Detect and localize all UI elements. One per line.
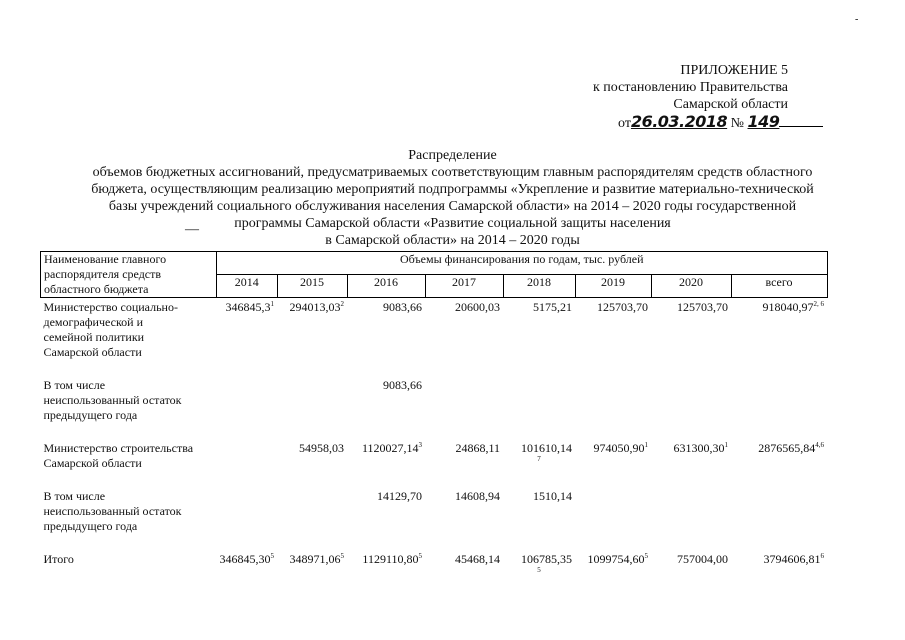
footnote-mark: 5 xyxy=(644,552,648,560)
value-cell xyxy=(575,534,651,573)
value-text: 3794606,81 xyxy=(763,552,821,566)
value-text: 918040,97 xyxy=(762,300,814,314)
value-text: 14608,94 xyxy=(455,489,500,503)
value-cell xyxy=(575,298,651,361)
value-cell xyxy=(347,298,425,361)
row-label-line: неиспользованный остаток xyxy=(43,393,182,407)
footnote-mark: 4,6 xyxy=(815,441,824,449)
date-prefix: от xyxy=(618,116,631,131)
number-underline xyxy=(779,126,823,127)
value-cell xyxy=(277,423,347,471)
year-header-cell: 2018 xyxy=(503,275,575,298)
value-cell xyxy=(425,471,503,534)
value-cell xyxy=(217,471,278,534)
table-header-row xyxy=(41,252,828,275)
header-name-line: распорядителя средств xyxy=(44,267,162,281)
row-label-line: Самарской области xyxy=(43,345,142,359)
appendix-line-2: Самарской области xyxy=(673,97,788,112)
year-header-cell: 2020 xyxy=(651,275,731,298)
appendix-date-line xyxy=(618,112,823,132)
year-header-cell: всего xyxy=(731,275,827,298)
document-title-line: программы Самарской области «Развитие социальной защиты населения xyxy=(234,216,671,231)
year-header-cell: 2014 xyxy=(217,275,278,298)
footnote-mark: 6 xyxy=(820,552,824,560)
value-text: 125703,70 xyxy=(677,300,728,314)
value-cell xyxy=(347,471,425,534)
year-header-cell: 2016 xyxy=(347,275,425,298)
footnote-mark: 5 xyxy=(340,552,344,560)
value-cell xyxy=(277,471,347,534)
value-cell xyxy=(503,423,575,471)
row-label-cell xyxy=(41,534,217,573)
footnote-mark: 5 xyxy=(418,552,422,560)
value-text: 1129110,80 xyxy=(362,552,419,566)
value-cell xyxy=(651,471,731,534)
value-text: 125703,70 xyxy=(597,300,648,314)
value-text: 45468,14 xyxy=(455,552,500,566)
financing-table xyxy=(40,251,828,573)
value-cell xyxy=(217,534,278,573)
value-cell xyxy=(217,360,278,423)
value-cell xyxy=(651,534,731,573)
row-label-line: Самарской области xyxy=(43,456,142,470)
value-text: 974050,90 xyxy=(593,441,645,455)
header-name-cell xyxy=(41,252,217,298)
value-text: 757004,00 xyxy=(677,552,728,566)
footnote-mark: 5 xyxy=(537,566,541,574)
value-text: 1099754,60 xyxy=(587,552,645,566)
handwritten-number: 149 xyxy=(747,112,780,131)
row-label-cell xyxy=(41,471,217,534)
footnote-mark: 1 xyxy=(644,441,648,449)
row-label-line: В том числе xyxy=(43,489,106,503)
table-row xyxy=(41,471,828,534)
value-cell xyxy=(425,298,503,361)
row-label-cell xyxy=(41,298,217,361)
value-cell xyxy=(651,360,731,423)
value-cell xyxy=(575,423,651,471)
value-text: 106785,35 xyxy=(521,552,572,566)
row-label-cell xyxy=(41,360,217,423)
footnote-mark: 3 xyxy=(418,441,422,449)
value-text: 5175,21 xyxy=(533,300,572,314)
value-cell xyxy=(651,423,731,471)
appendix-title: ПРИЛОЖЕНИЕ 5 xyxy=(680,63,788,78)
value-cell xyxy=(277,360,347,423)
year-header-cell: 2019 xyxy=(575,275,651,298)
value-text: 2876565,84 xyxy=(758,441,816,455)
value-text: 294013,03 xyxy=(289,300,341,314)
value-cell xyxy=(217,298,278,361)
value-cell xyxy=(347,423,425,471)
year-header-cell: 2017 xyxy=(425,275,503,298)
value-cell xyxy=(731,298,827,361)
value-text: 1120027,14 xyxy=(361,441,419,455)
row-label-cell xyxy=(41,423,217,471)
value-cell xyxy=(425,360,503,423)
footnote-mark: 1 xyxy=(270,300,274,308)
value-text: 20600,03 xyxy=(455,300,500,314)
row-label-line: Министерство строительства xyxy=(43,441,194,455)
value-cell xyxy=(651,298,731,361)
row-label-line: демографической и xyxy=(43,315,144,329)
handwritten-date: 26.03.2018 xyxy=(630,112,728,131)
table-row xyxy=(41,534,828,573)
appendix-line-1: к постановлению Правительства xyxy=(592,80,788,95)
footnote-mark: 2, 6 xyxy=(813,300,824,308)
document-title-line: базы учреждений социального обслуживания населения Самарской области» на 2014 – 2020 годы государственной xyxy=(108,199,797,214)
value-cell xyxy=(425,423,503,471)
row-label-line: семейной политики xyxy=(43,330,145,344)
value-cell xyxy=(731,360,827,423)
value-cell xyxy=(347,534,425,573)
table-row xyxy=(41,360,828,423)
value-cell xyxy=(503,360,575,423)
table-row xyxy=(41,298,828,361)
value-text: 346845,3 xyxy=(225,300,271,314)
value-text: 14129,70 xyxy=(377,489,422,503)
value-text: 9083,66 xyxy=(383,378,422,392)
corner-mark: - xyxy=(855,14,859,25)
number-prefix: № xyxy=(730,116,745,131)
value-text: 1510,14 xyxy=(533,489,572,503)
value-cell xyxy=(347,360,425,423)
value-cell xyxy=(217,423,278,471)
value-text: 346845,30 xyxy=(219,552,271,566)
header-group-cell: Объемы финансирования по годам, тыс. рублей xyxy=(217,252,828,275)
value-cell xyxy=(277,534,347,573)
value-cell xyxy=(731,534,827,573)
header-name-line: Наименование главного xyxy=(44,252,167,266)
footnote-mark: 7 xyxy=(537,455,541,463)
header-name-line: областного бюджета xyxy=(44,282,149,296)
document-title-line: объемов бюджетных ассигнований, предусматриваемых соответствующим главным распорядителям средств областного xyxy=(92,165,813,180)
value-cell xyxy=(575,471,651,534)
table-row xyxy=(41,423,828,471)
value-cell xyxy=(503,298,575,361)
year-header-cell: 2015 xyxy=(277,275,347,298)
value-text: 101610,14 xyxy=(521,441,572,455)
value-text: 24868,11 xyxy=(455,441,500,455)
value-text: 9083,66 xyxy=(383,300,422,314)
stray-dash: — xyxy=(185,222,199,237)
value-cell xyxy=(503,534,575,573)
document-title-line: в Самарской области» на 2014 – 2020 годы xyxy=(325,233,580,248)
value-cell xyxy=(575,360,651,423)
value-text: 348971,06 xyxy=(289,552,341,566)
footnote-mark: 5 xyxy=(270,552,274,560)
footnote-mark: 1 xyxy=(724,441,728,449)
value-text: 631300,30 xyxy=(673,441,725,455)
row-label-line: предыдущего года xyxy=(43,519,138,533)
value-text: 54958,03 xyxy=(299,441,344,455)
value-cell xyxy=(277,298,347,361)
row-label-line: Итого xyxy=(43,552,74,566)
footnote-mark: 2 xyxy=(340,300,344,308)
document-title-line: Распределение xyxy=(408,148,497,163)
row-label-line: В том числе xyxy=(43,378,106,392)
row-label-line: предыдущего года xyxy=(43,408,138,422)
value-cell xyxy=(503,471,575,534)
row-label-line: неиспользованный остаток xyxy=(43,504,182,518)
value-cell xyxy=(731,471,827,534)
document-title-line: бюджета, осуществляющим реализацию мероприятий подпрограммы «Укрепление и развитие материально-технической xyxy=(91,182,814,197)
value-cell xyxy=(425,534,503,573)
row-label-line: Министерство социально- xyxy=(43,300,178,314)
value-cell xyxy=(731,423,827,471)
